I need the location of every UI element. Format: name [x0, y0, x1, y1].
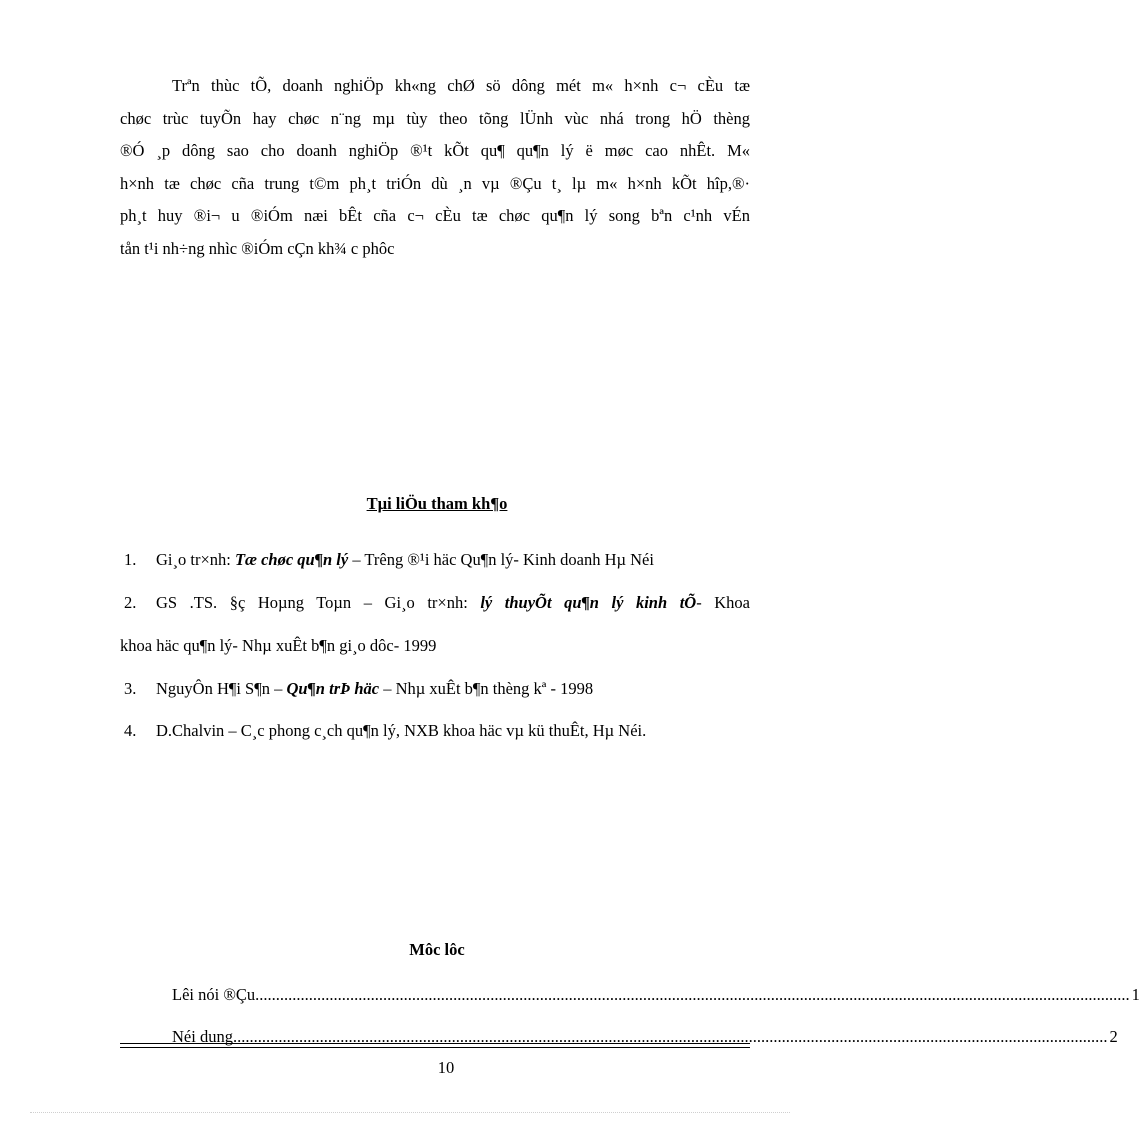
paragraph-line: ®Ó ¸p dông sao cho doanh nghiÖp ®¹t kÕt qu¶ qu¶n lý ë møc cao nhÊt. M«: [120, 141, 750, 160]
references-heading: Tµi liÖu tham kh¶o: [366, 494, 508, 513]
reference-text: GS .TS. §ç Hoµng Toµn – Gi¸o tr×nh:: [156, 593, 481, 612]
reference-text: – Trêng ®¹i häc Qu¶n lý- Kinh doanh Hµ Néi: [348, 550, 654, 569]
reference-item: [124, 550, 654, 570]
toc-row[interactable]: [172, 985, 1140, 1005]
reference-title: lý thuyÕt qu¶n lý kinh tÕ: [480, 593, 697, 612]
reference-title: Tæ chøc qu¶n lý: [234, 550, 349, 569]
toc-page: 1: [1131, 985, 1140, 1004]
toc-heading: Môc lôc: [409, 940, 465, 959]
page-break-divider: [30, 1112, 790, 1113]
paragraph-line: tån t¹i nh÷ng nhìc ®iÓm cÇn kh¾ c phôc: [120, 238, 395, 258]
reference-number: 2.: [124, 593, 137, 612]
reference-text: D.Chalvin – C¸c phong c¸ch qu¶n lý, NXB khoa häc vµ kü thuÊt, Hµ Néi.: [156, 721, 647, 740]
reference-number: 3.: [124, 679, 137, 698]
reference-title: Qu¶n trÞ häc: [286, 679, 380, 698]
body-paragraph: [120, 70, 750, 265]
paragraph-line: ph¸t huy ®i¬ u ®iÓm næi bÊt cña c¬ cÈu tæ chøc qu¶n lý song bªn c¹nh vÉn: [120, 206, 750, 225]
reference-item: [124, 721, 646, 741]
reference-text: NguyÔn H¶i S¶n –: [156, 679, 287, 698]
toc-row[interactable]: [172, 1027, 1118, 1047]
paragraph-line: Trªn thùc tÕ, doanh nghiÖp kh«ng chØ sö dông mét m« h×nh c¬ cÈu tæ: [172, 76, 750, 95]
reference-item: [124, 679, 593, 699]
footer-rule: [120, 1047, 750, 1048]
reference-number: 1.: [124, 550, 137, 569]
toc-label: Lêi nói ®Çu: [172, 985, 256, 1004]
toc-leader: ....................................................................................................................................................................................................................: [255, 985, 1130, 1004]
reference-continuation: khoa häc qu¶n lý- Nhµ xuÊt b¶n gi¸o dôc- 1999: [120, 636, 437, 655]
reference-text: - Khoa: [696, 593, 751, 612]
reference-item: [124, 593, 750, 613]
reference-text: Gi¸o tr×nh:: [156, 550, 235, 569]
footer-rule: [120, 1043, 750, 1044]
paragraph-line: h×nh tæ chøc cña trung t©m ph¸t triÓn dù ¸n vµ ®Çu t¸ lµ m« h×nh kÕt hîp,®·: [120, 173, 750, 193]
toc-label: Néi dung: [172, 1027, 233, 1046]
page-number: 10: [437, 1058, 455, 1077]
reference-text: – Nhµ xuÊt b¶n thèng kª - 1998: [379, 679, 594, 698]
toc-page: 2: [1109, 1027, 1118, 1046]
paragraph-line: chøc trùc tuyÕn hay chøc n¨ng mµ tùy theo tõng lÜnh vùc nhá trong hÖ thèng: [120, 108, 750, 128]
toc-leader: ....................................................................................................................................................................................................................: [232, 1027, 1108, 1046]
reference-number: 4.: [124, 721, 137, 740]
